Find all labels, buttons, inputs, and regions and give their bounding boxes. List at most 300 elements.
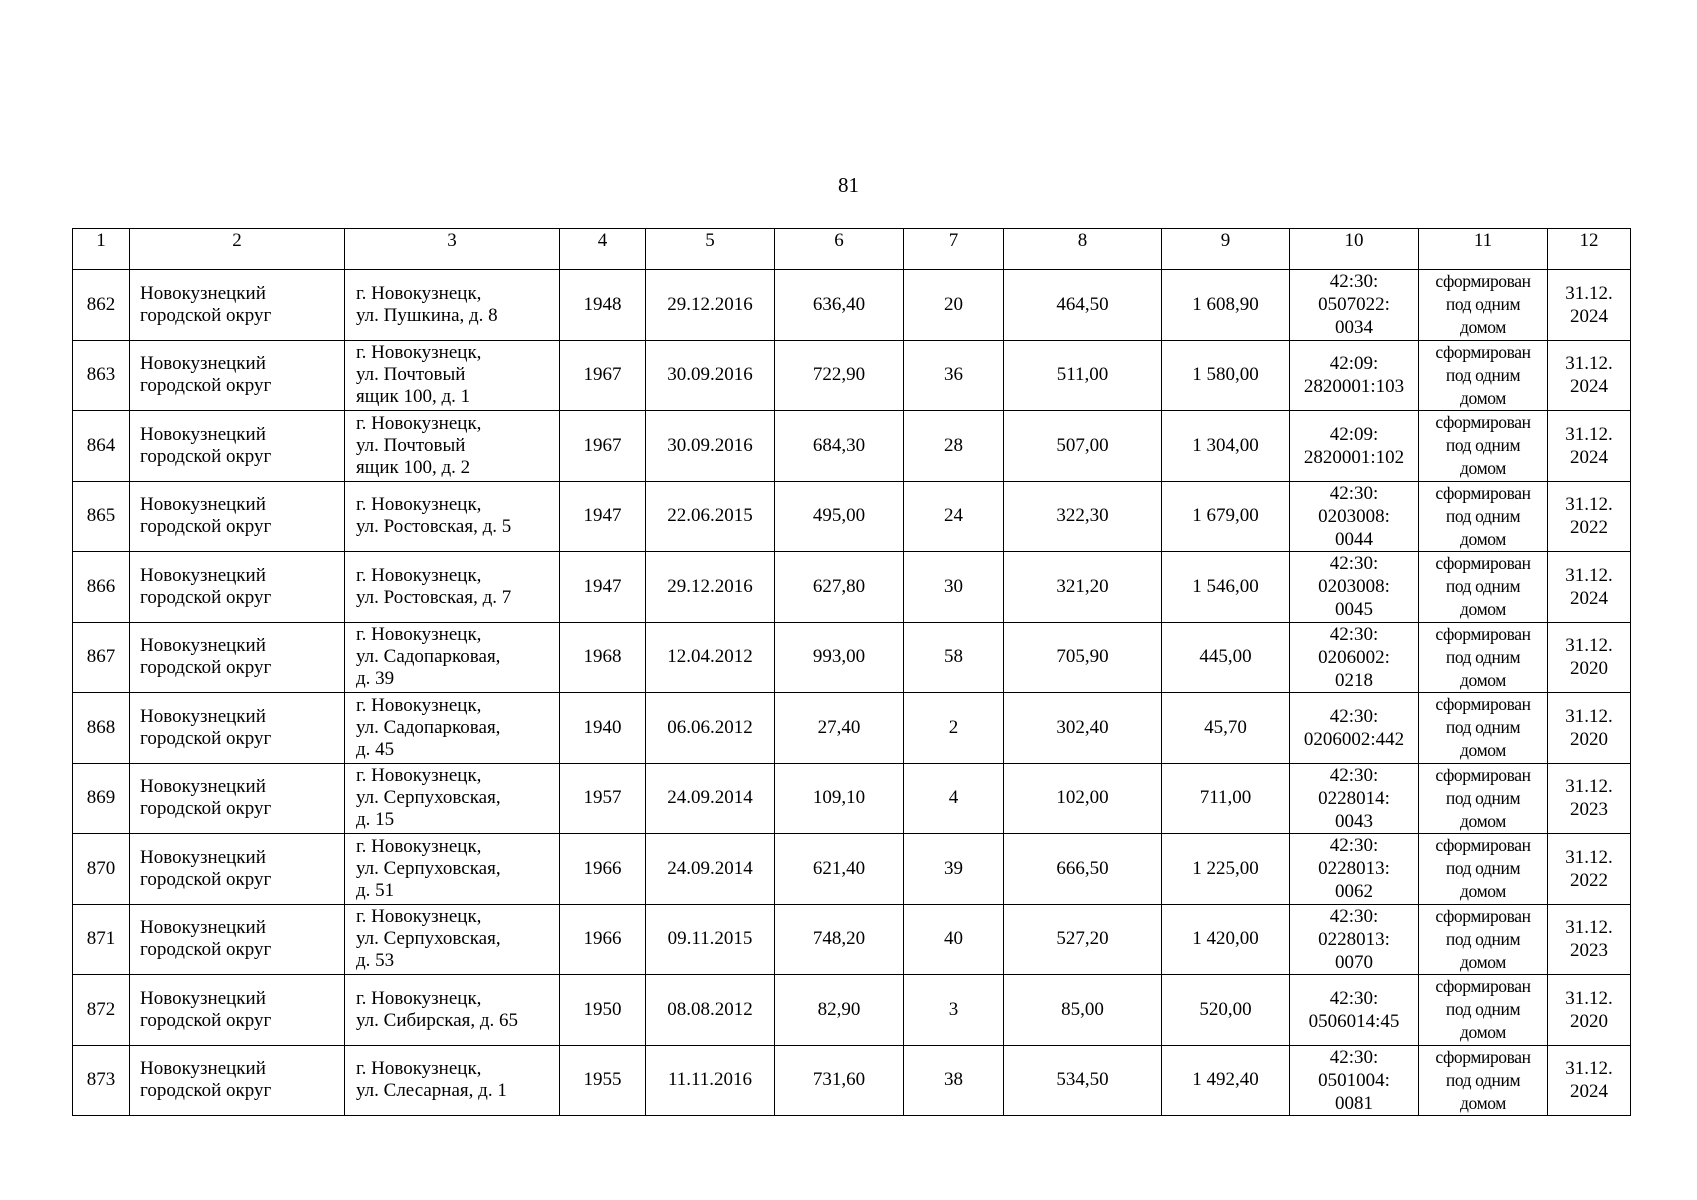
row-number: 868 [73, 693, 130, 764]
cadastral-number [1290, 1045, 1419, 1116]
recognition-date: 09.11.2015 [646, 904, 775, 975]
table-header [73, 229, 1631, 270]
land-status-line: под одним [1445, 787, 1521, 808]
cadastral-number-line: 42:30: [1329, 271, 1379, 293]
cadastral-number [1290, 270, 1419, 341]
build-year: 1955 [560, 1045, 646, 1116]
row-number: 862 [73, 270, 130, 341]
municipality [130, 340, 345, 411]
deadline-date-line: 2020 [1570, 1010, 1608, 1032]
row-number: 869 [73, 763, 130, 834]
address-line: ул. Серпуховская, [356, 857, 501, 879]
column-9-value: 520,00 [1162, 975, 1290, 1046]
address-line: ул. Серпуховская, [356, 787, 501, 809]
cadastral-number-line: 42:30: [1329, 764, 1379, 786]
recognition-date: 22.06.2015 [646, 481, 775, 552]
recognition-date: 29.12.2016 [646, 270, 775, 341]
build-year: 1940 [560, 693, 646, 764]
build-year: 1966 [560, 904, 646, 975]
deadline-date-line: 2022 [1570, 517, 1608, 539]
recognition-date: 24.09.2014 [646, 763, 775, 834]
municipality [130, 763, 345, 834]
address-line: ящик 100, д. 1 [356, 386, 471, 408]
deadline-date [1548, 270, 1631, 341]
cadastral-number-line: 42:30: [1329, 835, 1379, 857]
column-header: 2 [130, 229, 345, 270]
column-header: 4 [560, 229, 646, 270]
address-line: г. Новокузнецк, [356, 906, 482, 928]
land-status [1419, 552, 1548, 623]
municipality-line: Новокузнецкий [140, 423, 266, 445]
address [345, 1045, 560, 1116]
municipality-line: Новокузнецкий [140, 353, 266, 375]
row-number: 870 [73, 834, 130, 905]
column-7-value: 28 [904, 411, 1004, 482]
deadline-date-line: 2020 [1570, 658, 1608, 680]
deadline-date-line: 31.12. [1565, 776, 1613, 798]
column-8-value: 527,20 [1004, 904, 1162, 975]
address-line: д. 15 [356, 809, 395, 831]
address-line: ул. Слесарная, д. 1 [356, 1080, 507, 1102]
column-9-value: 1 608,90 [1162, 270, 1290, 341]
recognition-date: 12.04.2012 [646, 622, 775, 693]
deadline-date-line: 2024 [1570, 305, 1608, 327]
row-number: 872 [73, 975, 130, 1046]
municipality-line: городской округ [140, 798, 272, 820]
table-row [73, 481, 1631, 552]
deadline-date-line: 31.12. [1565, 705, 1613, 727]
land-status-line: домом [1460, 599, 1506, 620]
deadline-date [1548, 411, 1631, 482]
address [345, 481, 560, 552]
column-9-value: 1 420,00 [1162, 904, 1290, 975]
cadastral-number-line: 0506014:45 [1308, 1010, 1400, 1032]
column-6-value: 495,00 [775, 481, 904, 552]
column-7-value: 4 [904, 763, 1004, 834]
column-7-value: 39 [904, 834, 1004, 905]
municipality [130, 693, 345, 764]
deadline-date [1548, 904, 1631, 975]
land-status-line: домом [1460, 1022, 1506, 1043]
table-row [73, 693, 1631, 764]
land-status-line: под одним [1445, 858, 1521, 879]
column-6-value: 82,90 [775, 975, 904, 1046]
column-header: 7 [904, 229, 1004, 270]
column-9-value: 1 225,00 [1162, 834, 1290, 905]
cadastral-number [1290, 763, 1419, 834]
land-status-line: домом [1460, 669, 1506, 690]
address-line: г. Новокузнецк, [356, 342, 482, 364]
column-6-value: 748,20 [775, 904, 904, 975]
municipality [130, 904, 345, 975]
cadastral-number-line: 0206002:442 [1303, 728, 1405, 750]
row-number: 871 [73, 904, 130, 975]
cadastral-number-line: 0203008: [1318, 505, 1390, 527]
cadastral-number-line: 0034 [1335, 317, 1373, 339]
build-year: 1947 [560, 552, 646, 623]
column-6-value: 993,00 [775, 622, 904, 693]
land-status [1419, 834, 1548, 905]
column-9-value: 45,70 [1162, 693, 1290, 764]
cadastral-number-line: 0501004: [1318, 1069, 1390, 1091]
table-row [73, 411, 1631, 482]
deadline-date [1548, 975, 1631, 1046]
municipality-line: городской округ [140, 727, 272, 749]
column-9-value: 1 492,40 [1162, 1045, 1290, 1116]
cadastral-number-line: 0228014: [1318, 787, 1390, 809]
land-status-line: под одним [1445, 505, 1521, 526]
land-status-line: домом [1460, 740, 1506, 761]
land-status-line: под одним [1445, 928, 1521, 949]
column-7-value: 30 [904, 552, 1004, 623]
deadline-date-line: 2024 [1570, 587, 1608, 609]
cadastral-number-line: 42:30: [1329, 553, 1379, 575]
address [345, 763, 560, 834]
column-7-value: 2 [904, 693, 1004, 764]
cadastral-number [1290, 622, 1419, 693]
municipality-line: городской округ [140, 445, 272, 467]
column-6-value: 621,40 [775, 834, 904, 905]
address-line: ул. Садопарковая, [356, 646, 501, 668]
land-status-line: домом [1460, 881, 1506, 902]
table-row [73, 270, 1631, 341]
page-number: 81 [838, 173, 859, 197]
recognition-date: 06.06.2012 [646, 693, 775, 764]
cadastral-number [1290, 975, 1419, 1046]
column-8-value: 705,90 [1004, 622, 1162, 693]
municipality-line: городской округ [140, 868, 272, 890]
cadastral-number [1290, 693, 1419, 764]
deadline-date-line: 31.12. [1565, 987, 1613, 1009]
address-line: д. 45 [356, 738, 395, 760]
land-status-line: под одним [1445, 717, 1521, 738]
municipality-line: городской округ [140, 657, 272, 679]
address [345, 411, 560, 482]
deadline-date [1548, 340, 1631, 411]
address [345, 552, 560, 623]
column-7-value: 38 [904, 1045, 1004, 1116]
table-row [73, 904, 1631, 975]
row-number: 864 [73, 411, 130, 482]
column-8-value: 321,20 [1004, 552, 1162, 623]
address-line: г. Новокузнецк, [356, 835, 482, 857]
cadastral-number-line: 0228013: [1318, 858, 1390, 880]
deadline-date [1548, 1045, 1631, 1116]
build-year: 1966 [560, 834, 646, 905]
address-line: ул. Почтовый [356, 434, 466, 456]
municipality-line: Новокузнецкий [140, 917, 266, 939]
land-status [1419, 340, 1548, 411]
column-8-value: 322,30 [1004, 481, 1162, 552]
deadline-date-line: 2023 [1570, 940, 1608, 962]
cadastral-number [1290, 481, 1419, 552]
land-status-line: под одним [1445, 576, 1521, 597]
column-8-value: 302,40 [1004, 693, 1162, 764]
address [345, 270, 560, 341]
deadline-date-line: 31.12. [1565, 1058, 1613, 1080]
recognition-date: 30.09.2016 [646, 340, 775, 411]
address-line: г. Новокузнецк, [356, 412, 482, 434]
column-6-value: 684,30 [775, 411, 904, 482]
land-status [1419, 622, 1548, 693]
municipality-line: Новокузнецкий [140, 635, 266, 657]
address-line: ящик 100, д. 2 [356, 456, 471, 478]
column-7-value: 36 [904, 340, 1004, 411]
deadline-date-line: 2023 [1570, 799, 1608, 821]
land-status [1419, 763, 1548, 834]
land-status-line: под одним [1445, 435, 1521, 456]
cadastral-number-line: 0043 [1335, 810, 1373, 832]
land-status-line: сформирован [1435, 271, 1531, 292]
column-header: 10 [1290, 229, 1419, 270]
column-8-value: 507,00 [1004, 411, 1162, 482]
land-status-line: под одним [1445, 646, 1521, 667]
deadline-date-line: 31.12. [1565, 635, 1613, 657]
land-status [1419, 975, 1548, 1046]
municipality [130, 975, 345, 1046]
column-header: 8 [1004, 229, 1162, 270]
municipality-line: Новокузнецкий [140, 494, 266, 516]
recognition-date: 30.09.2016 [646, 411, 775, 482]
column-header: 11 [1419, 229, 1548, 270]
cadastral-number [1290, 340, 1419, 411]
address-line: г. Новокузнецк, [356, 494, 482, 516]
housing-register-table [72, 228, 1631, 1116]
column-6-value: 109,10 [775, 763, 904, 834]
cadastral-number-line: 42:30: [1329, 482, 1379, 504]
column-9-value: 445,00 [1162, 622, 1290, 693]
municipality [130, 834, 345, 905]
municipality-line: Новокузнецкий [140, 1058, 266, 1080]
land-status-line: сформирован [1435, 482, 1531, 503]
land-status-line: сформирован [1435, 412, 1531, 433]
address [345, 693, 560, 764]
row-number: 873 [73, 1045, 130, 1116]
column-7-value: 58 [904, 622, 1004, 693]
land-status [1419, 1045, 1548, 1116]
recognition-date: 08.08.2012 [646, 975, 775, 1046]
table-row [73, 763, 1631, 834]
municipality [130, 1045, 345, 1116]
deadline-date [1548, 693, 1631, 764]
address-line: ул. Сибирская, д. 65 [356, 1009, 519, 1031]
municipality-line: городской округ [140, 1009, 272, 1031]
cadastral-number-line: 42:30: [1329, 905, 1379, 927]
land-status-line: сформирован [1435, 623, 1531, 644]
land-status-line: под одним [1445, 294, 1521, 315]
table-row [73, 834, 1631, 905]
cadastral-number-line: 0218 [1335, 669, 1373, 691]
land-status [1419, 481, 1548, 552]
row-number: 863 [73, 340, 130, 411]
cadastral-number [1290, 834, 1419, 905]
deadline-date [1548, 763, 1631, 834]
land-status-line: сформирован [1435, 553, 1531, 574]
land-status-line: сформирован [1435, 835, 1531, 856]
land-status-line: сформирован [1435, 341, 1531, 362]
deadline-date [1548, 622, 1631, 693]
land-status-line: сформирован [1435, 976, 1531, 997]
address-line: г. Новокузнецк, [356, 694, 482, 716]
land-status-line: сформирован [1435, 905, 1531, 926]
address-line: ул. Почтовый [356, 364, 466, 386]
address-line: д. 51 [356, 879, 395, 901]
deadline-date-line: 31.12. [1565, 423, 1613, 445]
land-status-line: сформирован [1435, 1046, 1531, 1067]
table-row [73, 340, 1631, 411]
column-8-value: 534,50 [1004, 1045, 1162, 1116]
municipality-line: городской округ [140, 1080, 272, 1102]
land-status-line: сформирован [1435, 694, 1531, 715]
column-9-value: 1 679,00 [1162, 481, 1290, 552]
column-8-value: 511,00 [1004, 340, 1162, 411]
cadastral-number [1290, 904, 1419, 975]
build-year: 1968 [560, 622, 646, 693]
column-6-value: 722,90 [775, 340, 904, 411]
recognition-date: 29.12.2016 [646, 552, 775, 623]
land-status-line: домом [1460, 528, 1506, 549]
deadline-date-line: 2022 [1570, 869, 1608, 891]
municipality-line: Новокузнецкий [140, 705, 266, 727]
municipality [130, 622, 345, 693]
cadastral-number-line: 2820001:102 [1303, 446, 1405, 468]
address-line: ул. Садопарковая, [356, 716, 501, 738]
build-year: 1967 [560, 340, 646, 411]
build-year: 1947 [560, 481, 646, 552]
municipality [130, 481, 345, 552]
recognition-date: 24.09.2014 [646, 834, 775, 905]
deadline-date [1548, 834, 1631, 905]
build-year: 1950 [560, 975, 646, 1046]
header-row [73, 229, 1631, 270]
address [345, 975, 560, 1046]
address-line: г. Новокузнецк, [356, 564, 482, 586]
land-status-line: домом [1460, 387, 1506, 408]
deadline-date-line: 31.12. [1565, 846, 1613, 868]
address [345, 834, 560, 905]
municipality [130, 270, 345, 341]
column-9-value: 1 304,00 [1162, 411, 1290, 482]
cadastral-number-line: 2820001:103 [1303, 376, 1405, 398]
address [345, 904, 560, 975]
municipality-line: Новокузнецкий [140, 564, 266, 586]
municipality-line: Новокузнецкий [140, 282, 266, 304]
land-status-line: домом [1460, 458, 1506, 479]
column-header: 6 [775, 229, 904, 270]
column-8-value: 464,50 [1004, 270, 1162, 341]
land-status-line: сформирован [1435, 764, 1531, 785]
column-header: 12 [1548, 229, 1631, 270]
municipality-line: городской округ [140, 586, 272, 608]
column-9-value: 711,00 [1162, 763, 1290, 834]
column-8-value: 85,00 [1004, 975, 1162, 1046]
cadastral-number-line: 0062 [1335, 881, 1373, 903]
address-line: г. Новокузнецк, [356, 987, 482, 1009]
cadastral-number-line: 0203008: [1318, 576, 1390, 598]
address-line: ул. Ростовская, д. 5 [356, 516, 512, 538]
deadline-date-line: 31.12. [1565, 564, 1613, 586]
deadline-date-line: 2024 [1570, 446, 1608, 468]
column-9-value: 1 580,00 [1162, 340, 1290, 411]
column-8-value: 102,00 [1004, 763, 1162, 834]
address-line: г. Новокузнецк, [356, 1058, 482, 1080]
municipality-line: Новокузнецкий [140, 776, 266, 798]
cadastral-number-line: 0081 [1335, 1092, 1373, 1114]
municipality-line: городской округ [140, 516, 272, 538]
deadline-date-line: 2020 [1570, 728, 1608, 750]
column-header: 9 [1162, 229, 1290, 270]
column-7-value: 3 [904, 975, 1004, 1046]
municipality-line: Новокузнецкий [140, 987, 266, 1009]
cadastral-number-line: 42:30: [1329, 1046, 1379, 1068]
deadline-date-line: 31.12. [1565, 353, 1613, 375]
column-6-value: 627,80 [775, 552, 904, 623]
cadastral-number-line: 42:30: [1329, 623, 1379, 645]
address-line: г. Новокузнецк, [356, 282, 482, 304]
recognition-date: 11.11.2016 [646, 1045, 775, 1116]
land-status-line: под одним [1445, 999, 1521, 1020]
cadastral-number-line: 42:09: [1329, 423, 1379, 445]
column-6-value: 731,60 [775, 1045, 904, 1116]
address [345, 340, 560, 411]
municipality [130, 411, 345, 482]
land-status [1419, 693, 1548, 764]
address-line: д. 53 [356, 950, 395, 972]
build-year: 1967 [560, 411, 646, 482]
column-6-value: 27,40 [775, 693, 904, 764]
land-status-line: домом [1460, 1092, 1506, 1113]
deadline-date [1548, 481, 1631, 552]
land-status [1419, 904, 1548, 975]
cadastral-number-line: 0507022: [1318, 294, 1390, 316]
column-header: 5 [646, 229, 775, 270]
column-7-value: 40 [904, 904, 1004, 975]
municipality-line: городской округ [140, 375, 272, 397]
cadastral-number-line: 42:30: [1329, 705, 1379, 727]
municipality [130, 552, 345, 623]
cadastral-number-line: 42:09: [1329, 353, 1379, 375]
column-6-value: 636,40 [775, 270, 904, 341]
cadastral-number-line: 0045 [1335, 599, 1373, 621]
land-status-line: домом [1460, 810, 1506, 831]
table-body [73, 270, 1631, 1116]
address-line: д. 39 [356, 668, 395, 690]
land-status-line: под одним [1445, 1069, 1521, 1090]
column-header: 1 [73, 229, 130, 270]
cadastral-number-line: 0206002: [1318, 646, 1390, 668]
address-line: ул. Ростовская, д. 7 [356, 586, 512, 608]
table-row [73, 622, 1631, 693]
row-number: 867 [73, 622, 130, 693]
address-line: г. Новокузнецк, [356, 765, 482, 787]
cadastral-number-line: 0070 [1335, 951, 1373, 973]
land-status-line: под одним [1445, 364, 1521, 385]
deadline-date-line: 31.12. [1565, 917, 1613, 939]
column-7-value: 20 [904, 270, 1004, 341]
municipality-line: городской округ [140, 304, 272, 326]
table-row [73, 552, 1631, 623]
land-status [1419, 270, 1548, 341]
cadastral-number-line: 0228013: [1318, 928, 1390, 950]
land-status [1419, 411, 1548, 482]
row-number: 866 [73, 552, 130, 623]
deadline-date-line: 31.12. [1565, 494, 1613, 516]
land-status-line: домом [1460, 317, 1506, 338]
cadastral-number [1290, 411, 1419, 482]
column-8-value: 666,50 [1004, 834, 1162, 905]
deadline-date-line: 31.12. [1565, 282, 1613, 304]
column-header: 3 [345, 229, 560, 270]
